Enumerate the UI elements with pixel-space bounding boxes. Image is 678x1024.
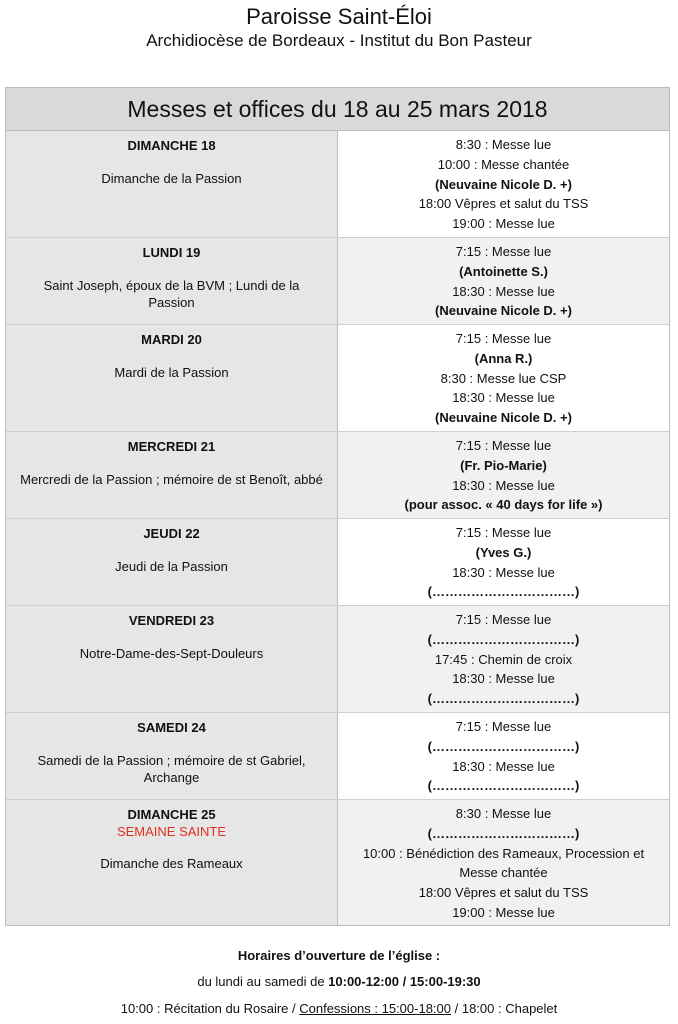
day-name: VENDREDI 23 — [128, 613, 215, 628]
day-name: JEUDI 22 — [143, 526, 200, 541]
service-time: 19:00 : Messe lue — [452, 216, 555, 232]
schedule-banner: Messes et offices du 18 au 25 mars 2018 — [6, 88, 669, 131]
feast-name: Samedi de la Passion ; mémoire de st Gabriel, Archange — [37, 753, 306, 785]
service-time: 10:00 : Bénédiction des Rameaux, Procession et Messe chantée — [362, 845, 645, 881]
day-cell — [6, 713, 338, 799]
rosary-text: 10:00 : Récitation du Rosaire / — [120, 1001, 300, 1016]
page-header — [0, 0, 678, 51]
day-row — [6, 605, 669, 712]
service-time: 10:00 : Messe chantée — [437, 156, 570, 172]
service-time: 7:15 : Messe lue — [455, 331, 552, 346]
page-title: Paroisse Saint-Éloi — [246, 4, 432, 29]
service-time: 18:30 : Messe lue — [452, 564, 555, 580]
feast-name: Dimanche de la Passion — [101, 171, 242, 186]
service-time: 18:00 Vêpres et salut du TSS — [418, 885, 589, 901]
day-row — [6, 518, 669, 605]
opening-hours — [0, 946, 678, 1019]
feast-name: Notre-Dame-des-Sept-Douleurs — [79, 646, 264, 661]
day-cell — [6, 800, 338, 925]
mass-intention: (Anna R.) — [474, 350, 533, 366]
day-cell — [6, 432, 338, 518]
service-time: 8:30 : Messe lue — [455, 137, 552, 152]
service-time: 18:30 : Messe lue — [452, 477, 555, 493]
service-time: 18:30 : Messe lue — [452, 390, 555, 406]
mass-intention: (Neuvaine Nicole D. +) — [435, 303, 572, 319]
day-name: DIMANCHE 18 — [127, 138, 216, 153]
mass-intention: (pour assoc. « 40 days for life ») — [404, 497, 603, 513]
day-row — [6, 712, 669, 799]
day-row — [6, 431, 669, 518]
day-cell — [6, 238, 338, 324]
feast-name: Mardi de la Passion — [114, 365, 229, 380]
mass-intention: (Yves G.) — [475, 544, 532, 560]
day-name: MARDI 20 — [141, 332, 202, 347]
liturgical-season: SEMAINE SAINTE — [116, 824, 227, 839]
service-time: 7:15 : Messe lue — [455, 244, 552, 259]
day-name: LUNDI 19 — [142, 245, 201, 260]
opening-hours-line — [0, 972, 678, 992]
services-cell — [338, 519, 669, 605]
opening-hours-value: 10:00-12:00 / 15:00-19:30 — [328, 974, 481, 989]
service-time: 19:00 : Messe lue — [452, 904, 555, 920]
mass-intention: (Antoinette S.) — [459, 263, 548, 279]
services-cell — [338, 325, 669, 431]
day-name: DIMANCHE 25 — [127, 807, 216, 822]
confessions-text: Confessions : 15:00-18:00 — [299, 1001, 452, 1016]
day-cell — [6, 325, 338, 431]
service-time: 7:15 : Messe lue — [455, 719, 552, 734]
day-row — [6, 799, 669, 925]
day-cell — [6, 519, 338, 605]
day-cell — [6, 131, 338, 237]
service-time: 7:15 : Messe lue — [455, 612, 552, 627]
mass-intention: (……………………………) — [427, 778, 580, 794]
service-time: 18:30 : Messe lue — [452, 283, 555, 299]
feast-name: Saint Joseph, époux de la BVM ; Lundi de la Passion — [43, 278, 300, 310]
mass-intention: (Neuvaine Nicole D. +) — [435, 410, 572, 426]
mass-intention: (Fr. Pio-Marie) — [460, 457, 547, 473]
feast-name: Mercredi de la Passion ; mémoire de st Benoît, abbé — [20, 472, 323, 487]
day-row — [6, 131, 669, 237]
day-cell — [6, 606, 338, 712]
feast-name: Jeudi de la Passion — [115, 559, 228, 574]
service-time: 8:30 : Messe lue — [455, 806, 552, 821]
opening-hours-prefix: du lundi au samedi de — [197, 974, 329, 989]
page-subtitle: Archidiocèse de Bordeaux - Institut du Bon Pasteur — [146, 31, 532, 50]
mass-intention: (……………………………) — [427, 584, 580, 600]
feast-name: Dimanche des Rameaux — [100, 856, 243, 871]
day-row — [6, 324, 669, 431]
day-name: MERCREDI 21 — [127, 439, 216, 454]
service-time: 7:15 : Messe lue — [455, 438, 552, 453]
services-cell — [338, 131, 669, 237]
day-name: SAMEDI 24 — [137, 720, 206, 735]
services-cell — [338, 713, 669, 799]
mass-intention: (……………………………) — [427, 691, 580, 707]
services-cell — [338, 606, 669, 712]
opening-hours-title: Horaires d’ouverture de l’église : — [237, 948, 441, 963]
service-time: 17:45 : Chemin de croix — [434, 651, 573, 667]
schedule-table — [5, 87, 670, 926]
schedule-rows — [6, 131, 669, 925]
service-time: 18:30 : Messe lue — [452, 758, 555, 774]
activities-line — [0, 999, 678, 1019]
mass-intention: (……………………………) — [427, 825, 580, 841]
services-cell — [338, 432, 669, 518]
mass-intention: (Neuvaine Nicole D. +) — [435, 176, 572, 192]
service-time: 18:30 : Messe lue — [452, 671, 555, 687]
chapelet-text: / 18:00 : Chapelet — [451, 1001, 558, 1016]
service-time: 18:00 Vêpres et salut du TSS — [418, 196, 589, 212]
services-cell — [338, 800, 669, 925]
mass-intention: (……………………………) — [427, 631, 580, 647]
day-row — [6, 237, 669, 324]
mass-intention: (……………………………) — [427, 738, 580, 754]
service-time: 8:30 : Messe lue CSP — [440, 370, 567, 386]
services-cell — [338, 238, 669, 324]
service-time: 7:15 : Messe lue — [455, 525, 552, 540]
